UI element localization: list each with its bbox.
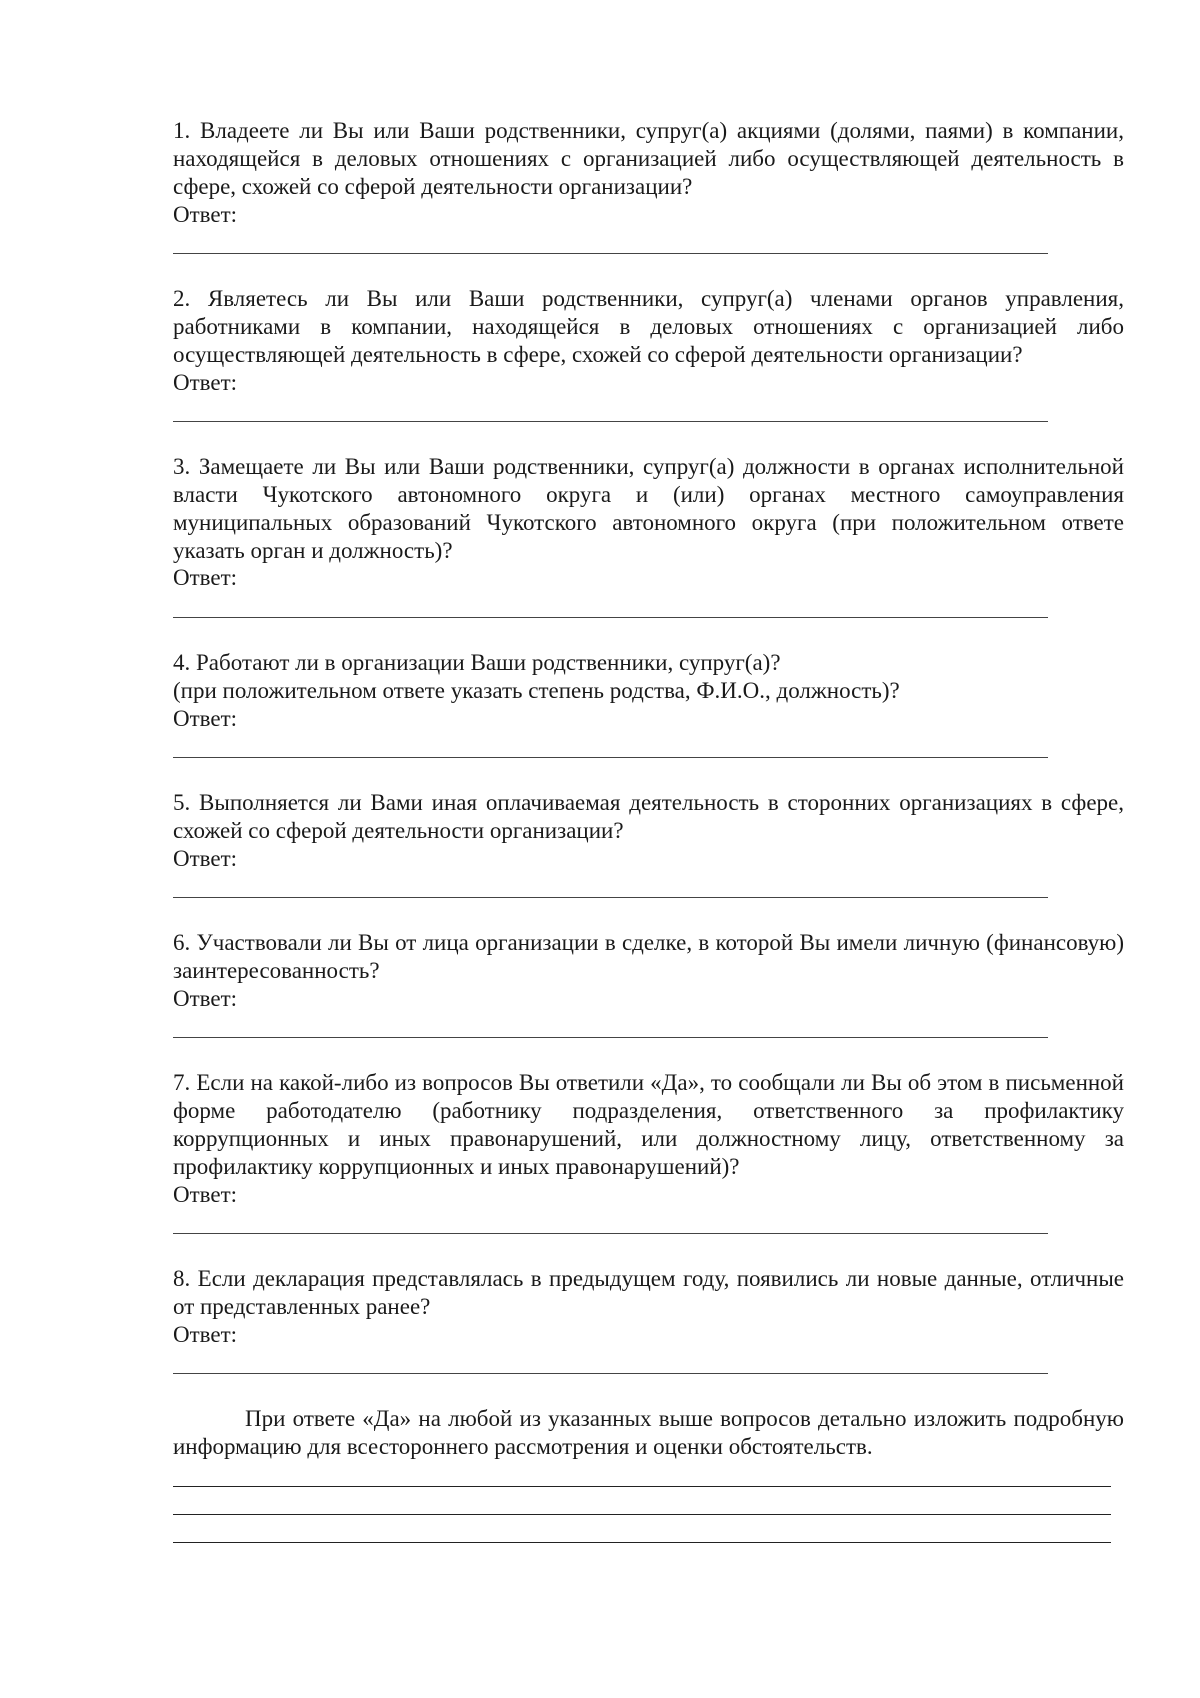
question-3-answer-line[interactable] [173, 617, 1048, 618]
question-8-answer-label: Ответ: [173, 1322, 238, 1347]
question-8-text: 8. Если декларация представлялась в предыдущем году, появились ли новые данные, отличные от представленных ранее? [173, 1266, 1124, 1319]
question-1-text: 1. Владеете ли Вы или Ваши родственники, супруг(а) акциями (долями, паями) в компании, находящейся в деловых отношениях с организацией либо осуществляющей деятельность в сфере, схожей со сферой деятельности организации? [173, 118, 1124, 199]
question-6-text: 6. Участвовали ли Вы от лица организации в сделке, в которой Вы имели личную (финансовую) заинтересованность? [173, 930, 1124, 983]
detail-line-2[interactable] [173, 1514, 1111, 1515]
question-6-answer-line[interactable] [173, 1037, 1048, 1038]
final-instruction-text: При ответе «Да» на любой из указанных выше вопросов детально изложить подробную информацию для всестороннего рассмотрения и оценки обстоятельств. [173, 1406, 1124, 1459]
question-2-answer-line[interactable] [173, 421, 1048, 422]
question-8-answer-line[interactable] [173, 1373, 1048, 1374]
question-1-answer-label: Ответ: [173, 202, 238, 227]
question-2-answer-label: Ответ: [173, 370, 238, 395]
question-5-answer-label: Ответ: [173, 846, 238, 871]
question-1-answer-line[interactable] [173, 253, 1048, 254]
question-4-text: 4. Работают ли в организации Ваши родственники, супруг(а)? (при положительном ответе указать степень родства, Ф.И.О., должность)? [173, 650, 900, 703]
question-5-answer-line[interactable] [173, 897, 1048, 898]
question-7-text: 7. Если на какой-либо из вопросов Вы ответили «Да», то сообщали ли Вы об этом в письменной форме работодателю (работнику подразделения, ответственного за профилактику коррупционных и иных правонарушений, или должностному лицу, ответственному за профилактику коррупционных и иных правонарушений)? [173, 1070, 1124, 1179]
question-2-text: 2. Являетесь ли Вы или Ваши родственники, супруг(а) членами органов управления, работниками в компании, находящейся в деловых отношениях с организацией либо осуществляющей деятельность в сфере, схожей со сферой деятельности организации? [173, 286, 1124, 367]
question-7-answer-label: Ответ: [173, 1182, 238, 1207]
detail-line-1[interactable] [173, 1486, 1111, 1487]
question-5-text: 5. Выполняется ли Вами иная оплачиваемая деятельность в сторонних организациях в сфере, схожей со сферой деятельности организации? [173, 790, 1124, 843]
question-4-answer-line[interactable] [173, 757, 1048, 758]
question-4-answer-label: Ответ: [173, 706, 238, 731]
question-3-answer-label: Ответ: [173, 565, 238, 590]
question-3-text: 3. Замещаете ли Вы или Ваши родственники, супруг(а) должности в органах исполнительной власти Чукотского автономного округа и (или) органах местного самоуправления муниципальных образований Чукотского автономного округа (при положительном ответе указать орган и должность)? [173, 454, 1124, 563]
question-6-answer-label: Ответ: [173, 986, 238, 1011]
detail-line-3[interactable] [173, 1542, 1111, 1543]
question-7-answer-line[interactable] [173, 1233, 1048, 1234]
